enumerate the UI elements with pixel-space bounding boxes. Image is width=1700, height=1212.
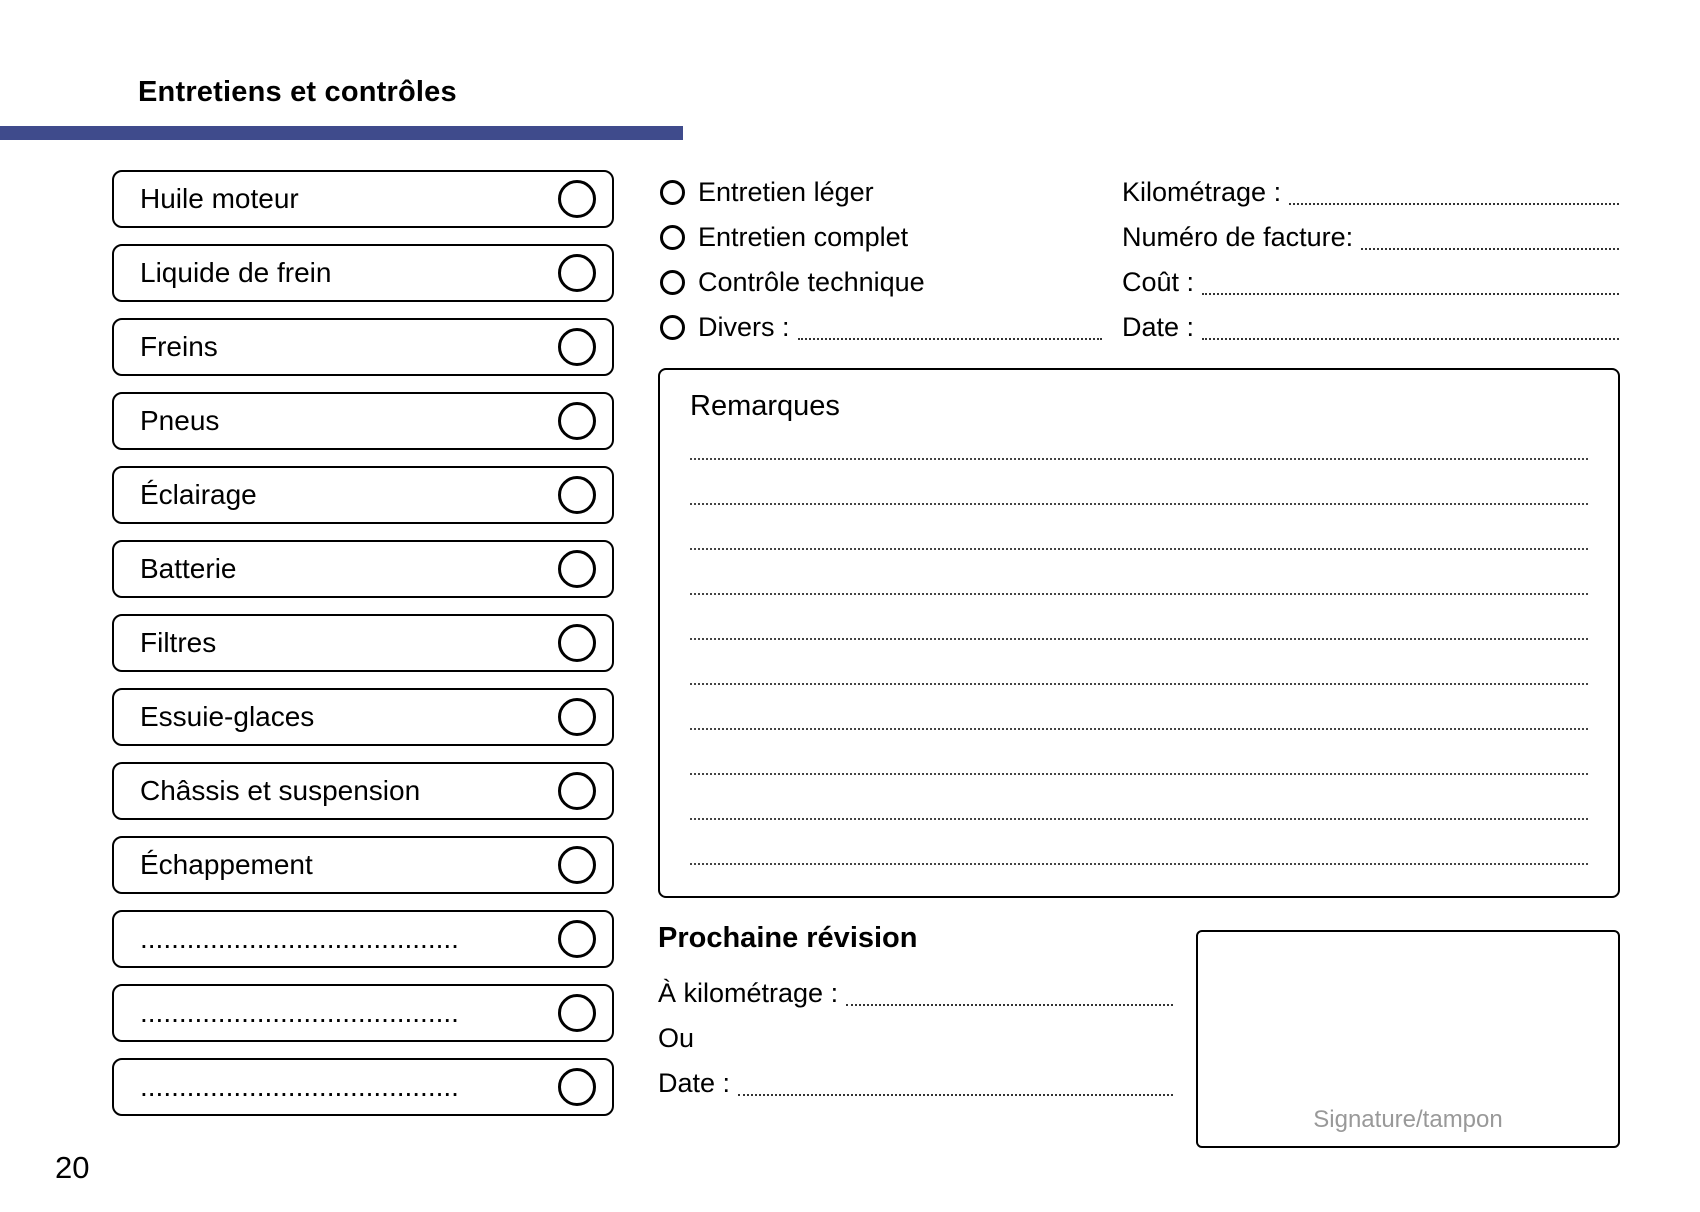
invoice-fields bbox=[1122, 170, 1619, 350]
remarks-lines bbox=[690, 415, 1588, 865]
checklist-item-label: Filtres bbox=[140, 627, 217, 658]
checkbox-circle[interactable] bbox=[558, 550, 596, 588]
next-service-title: Prochaine révision bbox=[658, 922, 918, 954]
service-option-light-service bbox=[660, 170, 1102, 215]
checklist-item-label: Liquide de frein bbox=[140, 257, 332, 288]
remarks-line bbox=[690, 820, 1588, 865]
checklist-item-label: Échappement bbox=[140, 849, 313, 880]
checklist-item-filters bbox=[112, 614, 614, 672]
field-label: Coût : bbox=[1122, 267, 1195, 297]
checklist-item-wipers bbox=[112, 688, 614, 746]
remarks-title: Remarques bbox=[690, 390, 840, 422]
checklist-item-tires bbox=[112, 392, 614, 450]
fill-in-line bbox=[798, 305, 1102, 340]
field-label: Numéro de facture: bbox=[1122, 222, 1354, 252]
checklist-item-blank-1 bbox=[112, 910, 614, 968]
checkbox-circle[interactable] bbox=[558, 846, 596, 884]
service-option-technical-inspection bbox=[660, 260, 1102, 305]
remarks-line bbox=[690, 550, 1588, 595]
checklist-item-label: Châssis et suspension bbox=[140, 775, 421, 806]
remarks-line bbox=[690, 460, 1588, 505]
checkbox-circle[interactable] bbox=[558, 476, 596, 514]
page-title: Entretiens et contrôles bbox=[138, 76, 457, 108]
signature-label: Signature/tampon bbox=[1313, 1106, 1503, 1133]
checklist-item-label: Huile moteur bbox=[140, 183, 299, 214]
checklist-item-blank-2 bbox=[112, 984, 614, 1042]
radio-circle[interactable] bbox=[660, 180, 685, 205]
checklist-item-label: Éclairage bbox=[140, 479, 257, 510]
checklist-item-chassis-suspension bbox=[112, 762, 614, 820]
field-mileage bbox=[1122, 170, 1619, 215]
checkbox-circle[interactable] bbox=[558, 920, 596, 958]
service-option-label: Contrôle technique bbox=[698, 267, 925, 297]
checklist-item-battery bbox=[112, 540, 614, 598]
checkbox-circle[interactable] bbox=[558, 402, 596, 440]
remarks-line bbox=[690, 505, 1588, 550]
fill-in-line bbox=[1202, 305, 1619, 340]
signature-box bbox=[1196, 930, 1620, 1148]
checklist-item-label: ......................................... bbox=[140, 997, 459, 1028]
fill-in-line bbox=[1361, 215, 1619, 250]
service-option-full-service bbox=[660, 215, 1102, 260]
remarks-line bbox=[690, 730, 1588, 775]
radio-circle[interactable] bbox=[660, 315, 685, 340]
field-label: À kilométrage : bbox=[658, 978, 839, 1008]
remarks-line bbox=[690, 685, 1588, 730]
service-option-label: Divers : bbox=[698, 312, 790, 342]
checklist-item-label: Essuie-glaces bbox=[140, 701, 315, 732]
remarks-box bbox=[658, 368, 1620, 898]
service-option-label: Entretien léger bbox=[698, 177, 874, 207]
checklist-item-label: Freins bbox=[140, 331, 218, 362]
fill-in-line bbox=[846, 971, 1173, 1006]
fill-in-line bbox=[1202, 260, 1619, 295]
checkbox-circle[interactable] bbox=[558, 254, 596, 292]
service-type-options bbox=[660, 170, 1102, 350]
title-underline-bar bbox=[0, 126, 683, 140]
checklist-item-label: Pneus bbox=[140, 405, 220, 436]
checklist-item-brake-fluid bbox=[112, 244, 614, 302]
checklist-item-lighting bbox=[112, 466, 614, 524]
checkbox-circle[interactable] bbox=[558, 994, 596, 1032]
remarks-line bbox=[690, 595, 1588, 640]
checklist-item-engine-oil bbox=[112, 170, 614, 228]
checkbox-circle[interactable] bbox=[558, 772, 596, 810]
checklist-item-brakes bbox=[112, 318, 614, 376]
remarks-line bbox=[690, 640, 1588, 685]
field-invoice-number bbox=[1122, 215, 1619, 260]
field-label: Ou bbox=[658, 1023, 695, 1053]
field-date bbox=[1122, 305, 1619, 350]
service-option-label: Entretien complet bbox=[698, 222, 909, 252]
checkbox-circle[interactable] bbox=[558, 624, 596, 662]
checkbox-circle[interactable] bbox=[558, 328, 596, 366]
next-service-or bbox=[658, 1016, 1173, 1061]
fill-in-line bbox=[738, 1061, 1173, 1096]
checkbox-circle[interactable] bbox=[558, 1068, 596, 1106]
remarks-line bbox=[690, 775, 1588, 820]
checklist-item-label: Batterie bbox=[140, 553, 237, 584]
checkbox-circle[interactable] bbox=[558, 180, 596, 218]
field-label: Kilométrage : bbox=[1122, 177, 1282, 207]
checklist-item-label: ......................................... bbox=[140, 923, 459, 954]
checklist-item-exhaust bbox=[112, 836, 614, 894]
checkbox-circle[interactable] bbox=[558, 698, 596, 736]
checklist-item-blank-3 bbox=[112, 1058, 614, 1116]
fill-in-line bbox=[1289, 170, 1619, 205]
field-next-date bbox=[658, 1061, 1173, 1106]
field-label: Date : bbox=[658, 1068, 731, 1098]
radio-circle[interactable] bbox=[660, 225, 685, 250]
remarks-line bbox=[690, 415, 1588, 460]
maintenance-checklist bbox=[112, 170, 614, 1132]
service-option-other bbox=[660, 305, 1102, 350]
field-cost bbox=[1122, 260, 1619, 305]
page-number: 20 bbox=[55, 1150, 90, 1185]
field-next-mileage bbox=[658, 971, 1173, 1016]
checklist-item-label: ......................................... bbox=[140, 1071, 459, 1102]
next-service-section bbox=[658, 922, 1173, 1106]
field-label: Date : bbox=[1122, 312, 1195, 342]
radio-circle[interactable] bbox=[660, 270, 685, 295]
